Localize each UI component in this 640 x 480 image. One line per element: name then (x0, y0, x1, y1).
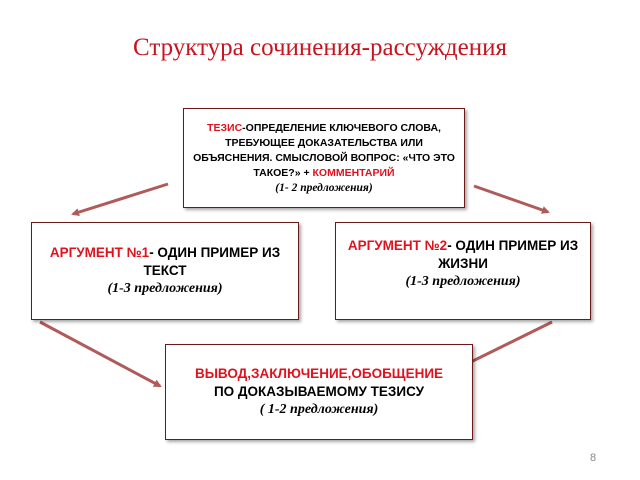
conclusion-label: ВЫВОД,ЗАКЛЮЧЕНИЕ,ОБОБЩЕНИЕ (194, 366, 444, 381)
conclusion-description: ПО ДОКАЗЫВАЕМОМУ ТЕЗИСУ (213, 384, 425, 399)
slide-title: Структура сочинения-рассуждения (133, 34, 507, 61)
conclusion-box (165, 344, 473, 440)
thesis-text (192, 121, 456, 181)
argument2-description: - ОДИН ПРИМЕР ИЗ ЖИЗНИ (438, 238, 579, 271)
thesis-description: -ОПРЕДЕЛЕНИЕ КЛЮЧЕВОГО СЛОВА, ТРЕБУЮЩЕЕ ДОКАЗАТЕЛЬСТВА ИЛИ ОБЪЯСНЕНИЯ. СМЫСЛОВОЙ ВОПРОС: «ЧТО ЭТО ТАКОЕ?» + (193, 121, 455, 179)
thesis-note: (1- 2 предложения) (275, 181, 373, 194)
page-number: 8 (590, 452, 597, 464)
arrow-thesis-to-arg2 (474, 186, 548, 212)
argument1-text (38, 244, 292, 280)
argument2-note: (1-3 предложения) (405, 274, 521, 289)
argument1-description: - ОДИН ПРИМЕР ИЗ ТЕКСТ (143, 245, 281, 278)
arrow-arg1-to-conclusion (40, 322, 160, 386)
argument1-box (31, 222, 299, 320)
arrow-thesis-to-arg1 (73, 184, 168, 214)
thesis-comment: КОММЕНТАРИЙ (312, 166, 395, 179)
argument2-label: АРГУМЕНТ №2 (347, 238, 448, 253)
argument1-label: АРГУМЕНТ №1 (49, 245, 150, 260)
argument2-box (335, 222, 591, 320)
thesis-box (183, 108, 465, 208)
conclusion-note: ( 1-2 предложения) (259, 402, 379, 417)
thesis-label: ТЕЗИС (207, 121, 243, 134)
argument1-note: (1-3 предложения) (107, 281, 223, 296)
argument2-text (342, 237, 584, 273)
